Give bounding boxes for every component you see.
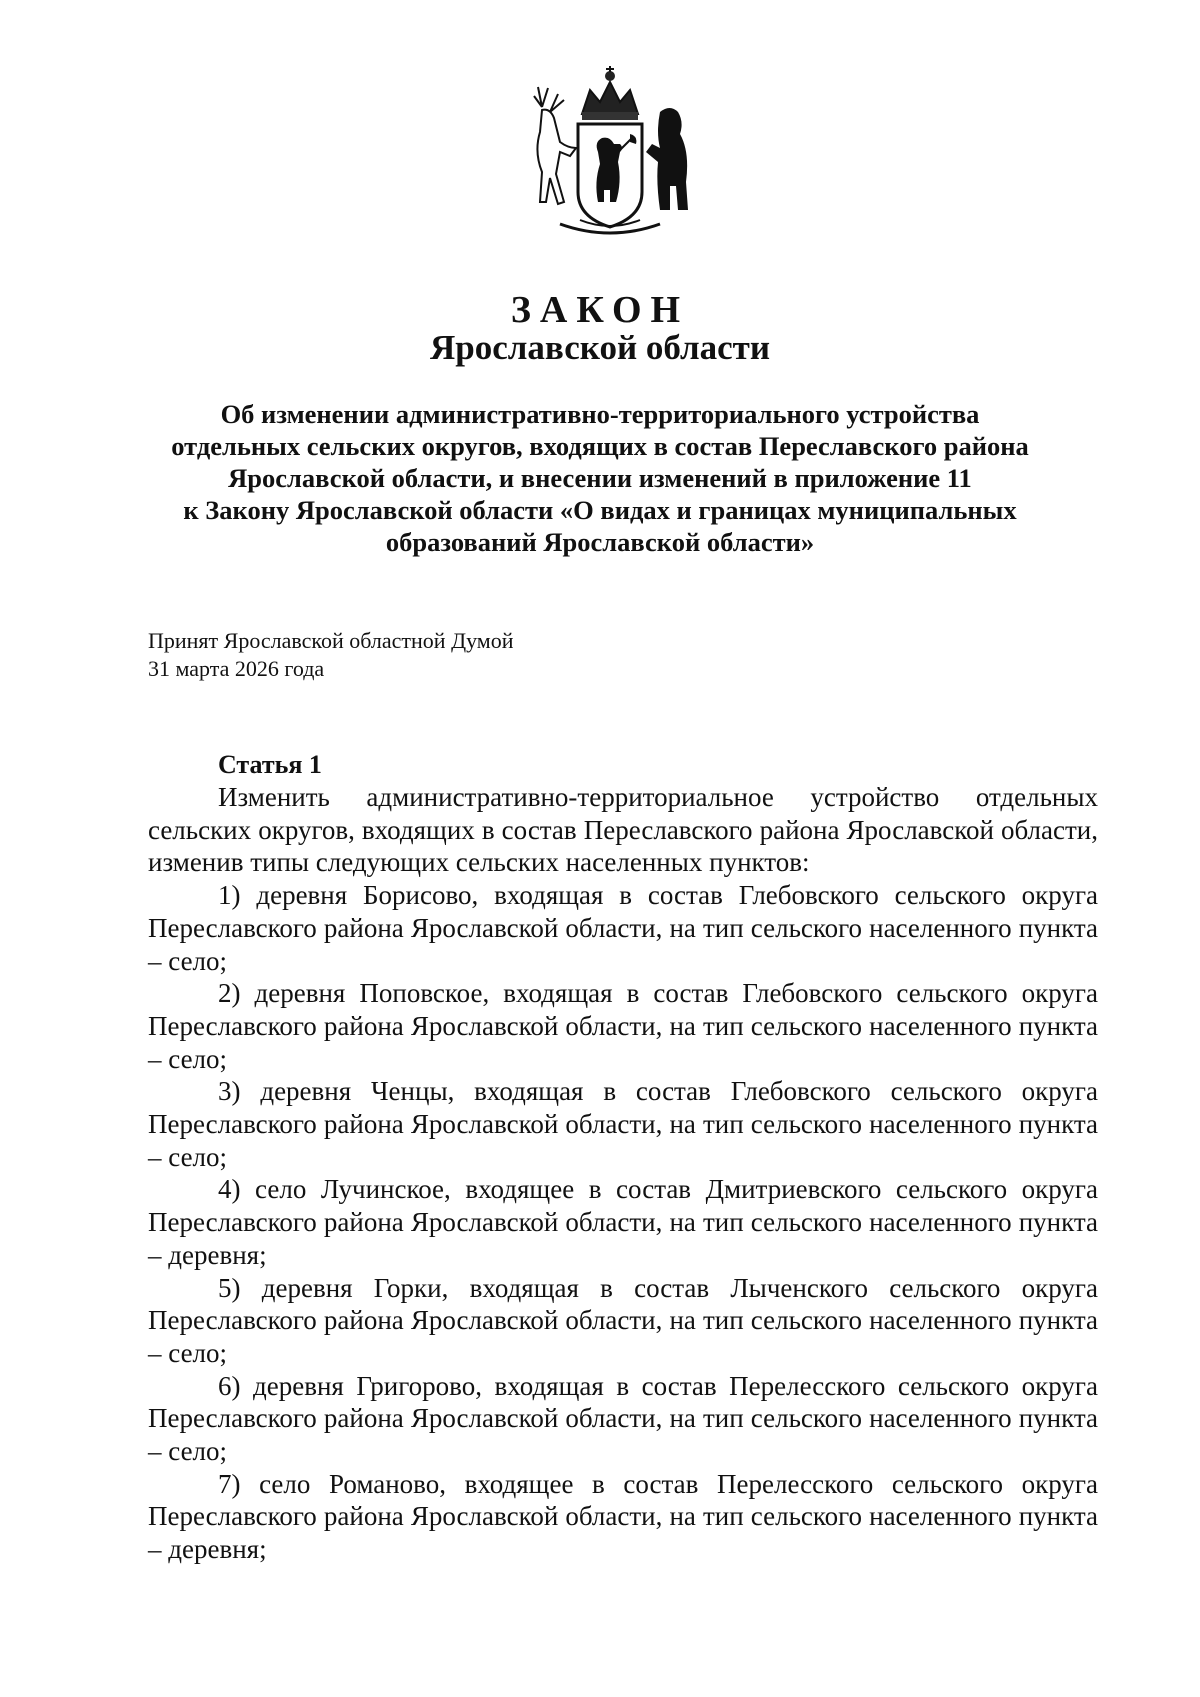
article-item: 5) деревня Горки, входящая в состав Лыченского сельского округа Переславского района Ярославской области, на тип сельского населенного пункта – село;	[148, 1272, 1098, 1368]
adopted-date: 31 марта 2026 года	[148, 656, 325, 681]
article-item: 4) село Лучинское, входящее в состав Дмитриевского сельского округа Переславского района Ярославской области, на тип сельского населенного пункта – деревня;	[148, 1174, 1098, 1270]
article-item: 6) деревня Григорово, входящая в состав Перелесского сельского округа Переславского района Ярославской области, на тип сельского населенного пункта – село;	[148, 1370, 1098, 1467]
article-item: 7) село Романово, входящее в состав Перелесского сельского округа Переславского района Ярославской области, на тип сельского населенного пункта – деревня;	[148, 1468, 1098, 1565]
title-line: образований Ярославской области»	[385, 527, 815, 557]
adopted-by: Принят Ярославской областной Думой	[148, 628, 514, 653]
adoption-info	[148, 627, 514, 683]
title-line: Об изменении административно-территориального устройства	[220, 399, 980, 429]
article-item: 3) деревня Ченцы, входящая в состав Глебовского сельского округа Переславского района Ярославской области, на тип сельского населенного пункта – село;	[148, 1076, 1098, 1172]
article-heading: Статья 1	[218, 750, 322, 779]
document-title	[150, 398, 1050, 558]
law-heading: ЗАКОН	[510, 289, 690, 331]
title-line: к Закону Ярославской области «О видах и границах муниципальных	[183, 495, 1017, 525]
coat-of-arms-icon	[520, 52, 700, 242]
article-item: 1) деревня Борисово, входящая в состав Глебовского сельского округа Переславского района Ярославской области, на тип сельского населенного пункта – село;	[148, 880, 1098, 976]
article-intro: Изменить административно-территориальное устройство отдельных сельских округов, входящих в состав Переславского района Ярославской области, изменив типы следующих сельских населенных пунктов:	[148, 782, 1098, 878]
law-region: Ярославской области	[429, 328, 771, 367]
title-line: Ярославской области, и внесении изменений в приложение 11	[228, 463, 972, 493]
article-1	[148, 748, 1098, 1566]
article-item: 2) деревня Поповское, входящая в состав Глебовского сельского округа Переславского района Ярославской области, на тип сельского населенного пункта – село;	[148, 978, 1098, 1074]
title-line: отдельных сельских округов, входящих в состав Переславского района	[171, 431, 1029, 461]
